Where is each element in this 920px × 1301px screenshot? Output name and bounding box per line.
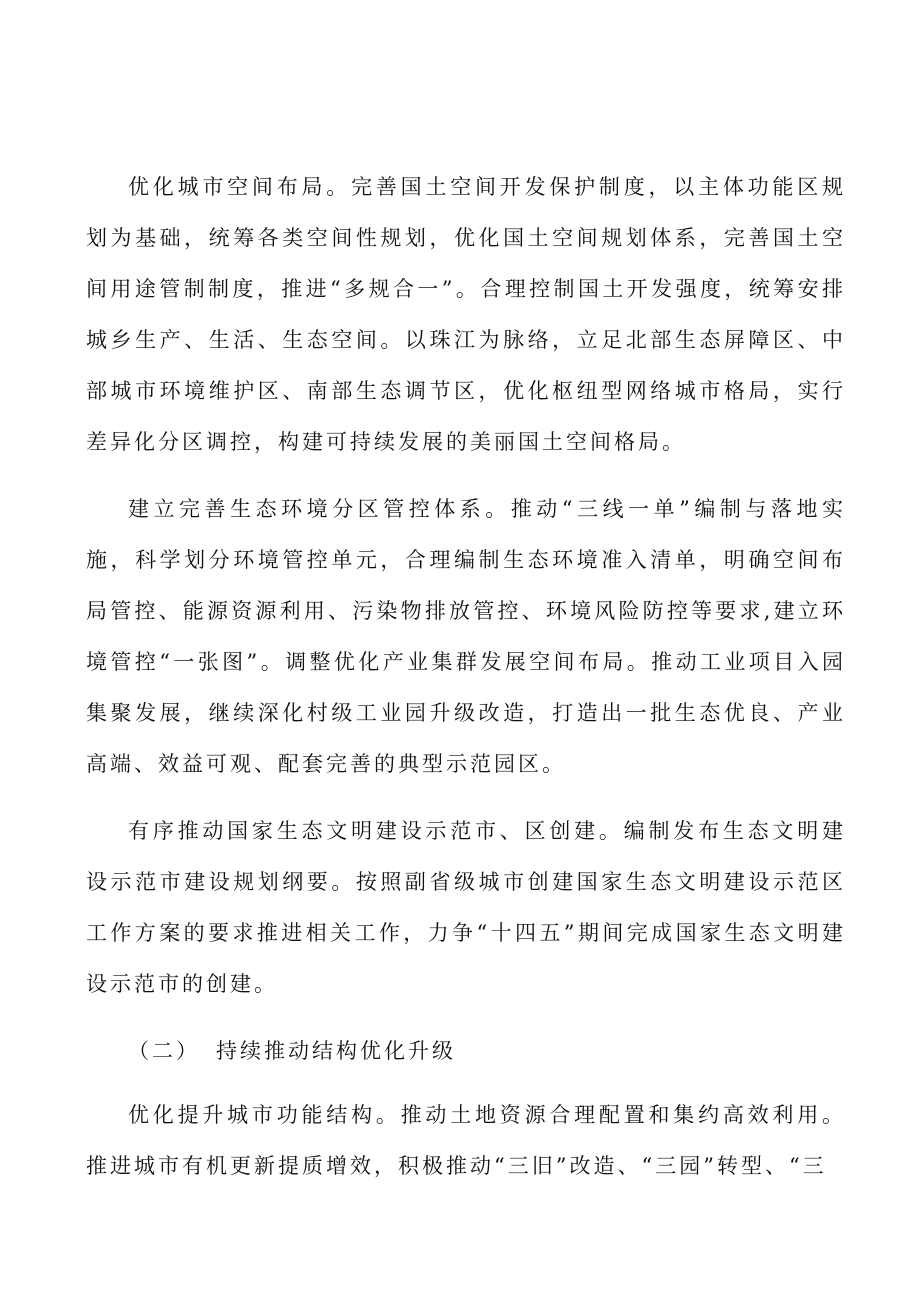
paragraph-spatial-layout: 优化城市空间布局。完善国土空间开发保护制度，以主体功能区规划为基础，统筹各类空间性规划，优化国土空间规划体系，完善国土空间用途管制制度，推进“多规合一”。合理控制国土开发强度，统筹安排城乡生产、生活、生态空间。以珠江为脉络，立足北部生态屏障区、中部城市环境维护区、南部生态调节区，优化枢纽型网络城市格局，实行差异化分区调控，构建可持续发展的美丽国土空间格局。 <box>86 175 846 454</box>
paragraph-urban-function: 优化提升城市功能结构。推动土地资源合理配置和集约高效利用。推进城市有机更新提质增效，积极推动“三旧”改造、“三园”转型、“三 <box>86 1103 846 1178</box>
section-heading <box>86 1026 846 1077</box>
paragraph-demonstration-city: 有序推动国家生态文明建设示范市、区创建。编制发布生态文明建设示范市建设规划纲要。按照副省级城市创建国家生态文明建设示范区工作方案的要求推进相关工作，力争“十四五”期间完成国家生态文明建设示范市的创建。 <box>86 819 846 996</box>
section-number: （二） <box>128 1039 200 1063</box>
paragraph-zoning-control: 建立完善生态环境分区管控体系。推动“三线一单”编制与落地实施，科学划分环境管控单元，合理编制生态环境准入清单，明确空间布局管控、能源资源利用、污染物排放管控、环境风险防控等要求,建立环境管控“一张图”。调整优化产业集群发展空间布局。推动工业项目入园集聚发展，继续深化村级工业园升级改造，打造出一批生态优良、产业高端、效益可观、配套完善的典型示范园区。 <box>86 497 846 776</box>
document-body <box>86 162 846 1208</box>
section-title: 持续推动结构优化升级 <box>216 1039 456 1063</box>
